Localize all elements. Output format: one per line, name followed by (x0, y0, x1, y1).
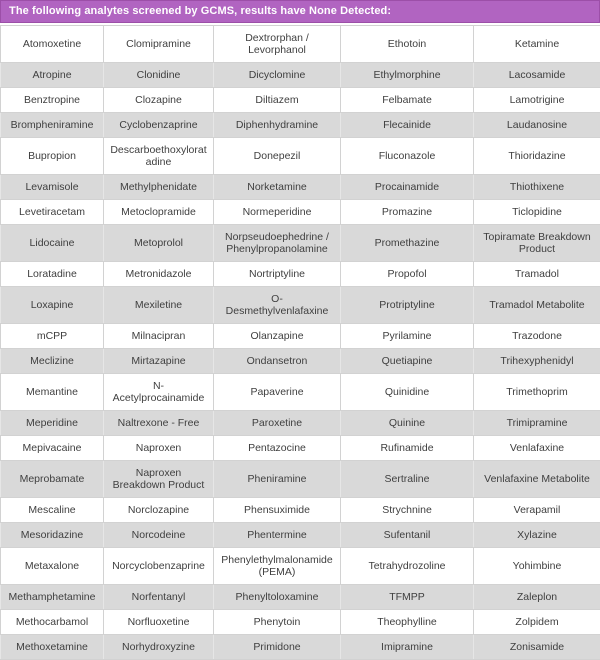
analyte-cell: Pentazocine (214, 436, 341, 461)
analyte-cell: Laudanosine (474, 113, 600, 138)
analyte-cell: Pheniramine (214, 461, 341, 498)
analyte-cell: Nortriptyline (214, 262, 341, 287)
analyte-cell: Trazodone (474, 324, 600, 349)
analyte-cell: Norclozapine (104, 498, 214, 523)
analyte-cell: Naproxen (104, 436, 214, 461)
analyte-cell: Dextrorphan / Levorphanol (214, 26, 341, 63)
analyte-cell: Sertraline (341, 461, 474, 498)
analyte-cell: O-Desmethylvenlafaxine (214, 287, 341, 324)
analyte-cell: Tramadol Metabolite (474, 287, 600, 324)
table-row (1, 88, 600, 113)
analyte-cell: Fluconazole (341, 138, 474, 175)
analyte-cell: Loxapine (1, 287, 104, 324)
analyte-cell: Zolpidem (474, 610, 600, 635)
analyte-cell: Norfluoxetine (104, 610, 214, 635)
analyte-cell: Norhydroxyzine (104, 635, 214, 660)
analyte-cell: Benztropine (1, 88, 104, 113)
analyte-cell: Clozapine (104, 88, 214, 113)
analyte-cell: Phensuximide (214, 498, 341, 523)
analyte-cell: Thioridazine (474, 138, 600, 175)
analyte-cell: Methamphetamine (1, 585, 104, 610)
table-row (1, 175, 600, 200)
analyte-cell: Ethotoin (341, 26, 474, 63)
report-banner-title: The following analytes screened by GCMS, results have None Detected: (9, 5, 391, 17)
analyte-cell: Xylazine (474, 523, 600, 548)
analyte-cell: Phenyltoloxamine (214, 585, 341, 610)
analyte-table (0, 25, 600, 660)
table-row (1, 138, 600, 175)
analyte-cell: Methoxetamine (1, 635, 104, 660)
analyte-cell: Verapamil (474, 498, 600, 523)
analyte-cell: Levamisole (1, 175, 104, 200)
analyte-cell: Trimipramine (474, 411, 600, 436)
analyte-cell: Meprobamate (1, 461, 104, 498)
analyte-cell: Phenylethylmalonamide (PEMA) (214, 548, 341, 585)
analyte-cell: Venlafaxine (474, 436, 600, 461)
analyte-cell: Mesoridazine (1, 523, 104, 548)
analyte-cell: Norcyclobenzaprine (104, 548, 214, 585)
analyte-cell: Normeperidine (214, 200, 341, 225)
analyte-cell: Metaxalone (1, 548, 104, 585)
analyte-cell: Clonidine (104, 63, 214, 88)
analyte-cell: Lidocaine (1, 225, 104, 262)
table-row (1, 548, 600, 585)
analyte-cell: Venlafaxine Metabolite (474, 461, 600, 498)
table-row (1, 63, 600, 88)
analyte-cell: Metoclopramide (104, 200, 214, 225)
table-row (1, 26, 600, 63)
analyte-cell: TFMPP (341, 585, 474, 610)
table-row (1, 498, 600, 523)
analyte-cell: Cyclobenzaprine (104, 113, 214, 138)
analyte-cell: Mexiletine (104, 287, 214, 324)
analyte-cell: Trihexyphenidyl (474, 349, 600, 374)
analyte-cell: Flecainide (341, 113, 474, 138)
analyte-cell: Naproxen Breakdown Product (104, 461, 214, 498)
analyte-cell: Norketamine (214, 175, 341, 200)
analyte-cell: Metoprolol (104, 225, 214, 262)
analyte-cell: Loratadine (1, 262, 104, 287)
table-row (1, 324, 600, 349)
table-row (1, 585, 600, 610)
analyte-cell: Phentermine (214, 523, 341, 548)
analyte-cell: Diltiazem (214, 88, 341, 113)
analyte-cell: Ethylmorphine (341, 63, 474, 88)
table-row (1, 635, 600, 660)
analyte-cell: Theophylline (341, 610, 474, 635)
analyte-cell: Imipramine (341, 635, 474, 660)
analyte-cell: Yohimbine (474, 548, 600, 585)
analyte-cell: Papaverine (214, 374, 341, 411)
analyte-cell: Quetiapine (341, 349, 474, 374)
analyte-cell: Mirtazapine (104, 349, 214, 374)
table-row (1, 436, 600, 461)
analyte-cell: Naltrexone - Free (104, 411, 214, 436)
analyte-cell: Strychnine (341, 498, 474, 523)
analyte-cell: Trimethoprim (474, 374, 600, 411)
analyte-table-body (1, 26, 600, 660)
analyte-cell: Ondansetron (214, 349, 341, 374)
analyte-cell: Mepivacaine (1, 436, 104, 461)
report-banner (0, 0, 600, 23)
analyte-cell: Thiothixene (474, 175, 600, 200)
analyte-cell: Promethazine (341, 225, 474, 262)
table-row (1, 461, 600, 498)
analyte-cell: Lamotrigine (474, 88, 600, 113)
analyte-cell: Pyrilamine (341, 324, 474, 349)
analyte-cell: Protriptyline (341, 287, 474, 324)
table-row (1, 411, 600, 436)
analyte-cell: Donepezil (214, 138, 341, 175)
table-row (1, 610, 600, 635)
analyte-cell: Ticlopidine (474, 200, 600, 225)
analyte-cell: Ketamine (474, 26, 600, 63)
table-row (1, 225, 600, 262)
analyte-cell: Atropine (1, 63, 104, 88)
table-row (1, 287, 600, 324)
analyte-cell: Metronidazole (104, 262, 214, 287)
analyte-cell: Norfentanyl (104, 585, 214, 610)
analyte-cell: Propofol (341, 262, 474, 287)
table-row (1, 113, 600, 138)
analyte-cell: Topiramate Breakdown Product (474, 225, 600, 262)
table-row (1, 349, 600, 374)
analyte-cell: mCPP (1, 324, 104, 349)
analyte-cell: Tetrahydrozoline (341, 548, 474, 585)
analyte-cell: Lacosamide (474, 63, 600, 88)
table-row (1, 200, 600, 225)
table-row (1, 374, 600, 411)
analyte-cell: Tramadol (474, 262, 600, 287)
analyte-cell: Zaleplon (474, 585, 600, 610)
analyte-cell: N-Acetylprocainamide (104, 374, 214, 411)
analyte-cell: Primidone (214, 635, 341, 660)
analyte-cell: Phenytoin (214, 610, 341, 635)
analyte-cell: Atomoxetine (1, 26, 104, 63)
analyte-cell: Felbamate (341, 88, 474, 113)
analyte-cell: Diphenhydramine (214, 113, 341, 138)
analyte-cell: Procainamide (341, 175, 474, 200)
analyte-cell: Methocarbamol (1, 610, 104, 635)
analyte-cell: Quinine (341, 411, 474, 436)
analyte-cell: Memantine (1, 374, 104, 411)
analyte-cell: Bupropion (1, 138, 104, 175)
analyte-cell: Meclizine (1, 349, 104, 374)
analyte-cell: Norpseudoephedrine / Phenylpropanolamine (214, 225, 341, 262)
analyte-cell: Mescaline (1, 498, 104, 523)
analyte-cell: Levetiracetam (1, 200, 104, 225)
analyte-cell: Descarboethoxyloratadine (104, 138, 214, 175)
analyte-cell: Milnacipran (104, 324, 214, 349)
analyte-cell: Dicyclomine (214, 63, 341, 88)
analyte-cell: Paroxetine (214, 411, 341, 436)
table-row (1, 523, 600, 548)
analyte-cell: Quinidine (341, 374, 474, 411)
analyte-cell: Norcodeine (104, 523, 214, 548)
analyte-cell: Methylphenidate (104, 175, 214, 200)
analyte-cell: Clomipramine (104, 26, 214, 63)
analyte-cell: Meperidine (1, 411, 104, 436)
analyte-cell: Zonisamide (474, 635, 600, 660)
analyte-cell: Rufinamide (341, 436, 474, 461)
analyte-cell: Olanzapine (214, 324, 341, 349)
analyte-cell: Sufentanil (341, 523, 474, 548)
analyte-cell: Brompheniramine (1, 113, 104, 138)
analyte-cell: Promazine (341, 200, 474, 225)
table-row (1, 262, 600, 287)
